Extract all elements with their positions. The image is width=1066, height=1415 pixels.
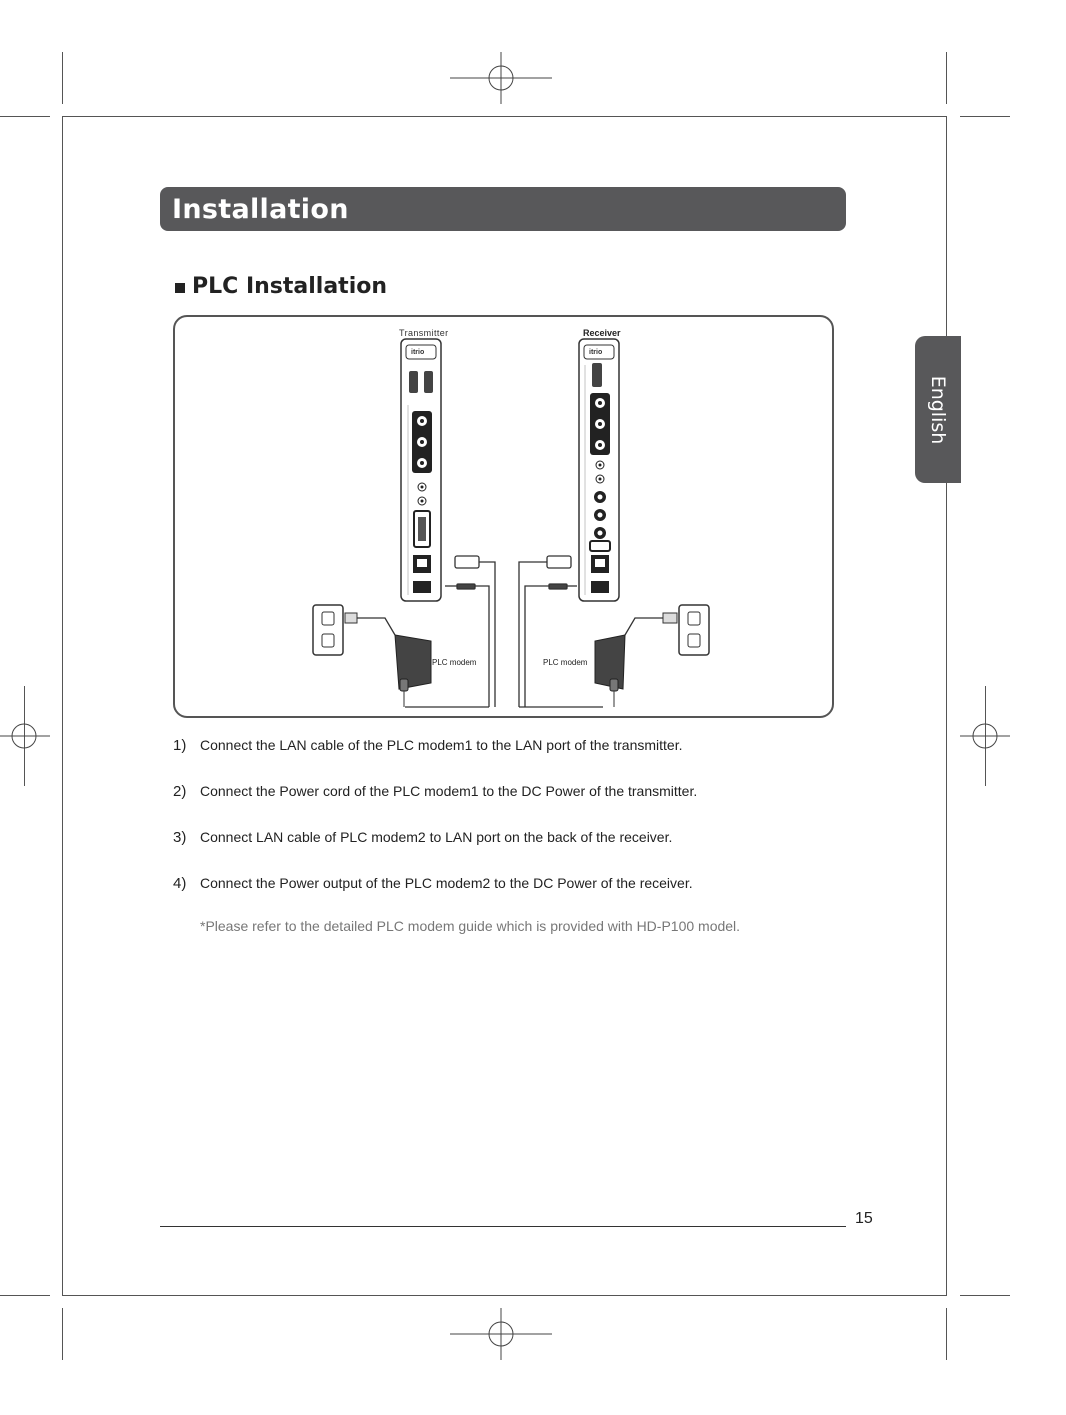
step-text: Connect the Power cord of the PLC modem1 to the DC Power of the transmitter. <box>200 783 698 799</box>
transmitter-unit <box>401 339 441 601</box>
step-4 <box>173 875 693 892</box>
transmitter-label: Transmitter <box>399 328 449 338</box>
left-power-outlet <box>313 605 431 707</box>
step-number: 3) <box>173 829 187 846</box>
step-number: 1) <box>173 737 187 754</box>
step-number: 2) <box>173 783 187 800</box>
step-number: 4) <box>173 875 187 892</box>
page-number: 15 <box>855 1210 873 1227</box>
step-2 <box>173 783 697 800</box>
receiver-unit <box>579 339 619 601</box>
section-title: PLC Installation <box>192 274 388 299</box>
reference-note: *Please refer to the detailed PLC modem guide which is provided with HD-P100 model. <box>200 918 741 934</box>
section-bullet-icon <box>175 283 185 293</box>
step-3 <box>173 829 672 846</box>
footer-rule <box>160 1226 846 1227</box>
transmitter-brand-logo: itrio <box>411 349 425 356</box>
right-power-outlet <box>595 605 709 707</box>
diagram-drawing <box>173 315 834 718</box>
modem-left-label: PLC modem <box>432 658 477 667</box>
step-text: Connect the Power output of the PLC modem2 to the DC Power of the receiver. <box>200 875 693 891</box>
modem-right-label: PLC modem <box>543 658 588 667</box>
language-tab <box>915 336 961 483</box>
receiver-brand-logo: itrio <box>589 349 603 356</box>
installation-diagram <box>173 315 834 718</box>
step-text: Connect LAN cable of PLC modem2 to LAN port on the back of the receiver. <box>200 829 673 845</box>
step-text: Connect the LAN cable of the PLC modem1 to the LAN port of the transmitter. <box>200 737 683 753</box>
language-tab-label: English <box>927 375 949 444</box>
receiver-label: Receiver <box>583 328 621 338</box>
page-title: Installation <box>172 194 349 225</box>
header-bar <box>160 187 846 231</box>
step-1 <box>173 737 682 754</box>
